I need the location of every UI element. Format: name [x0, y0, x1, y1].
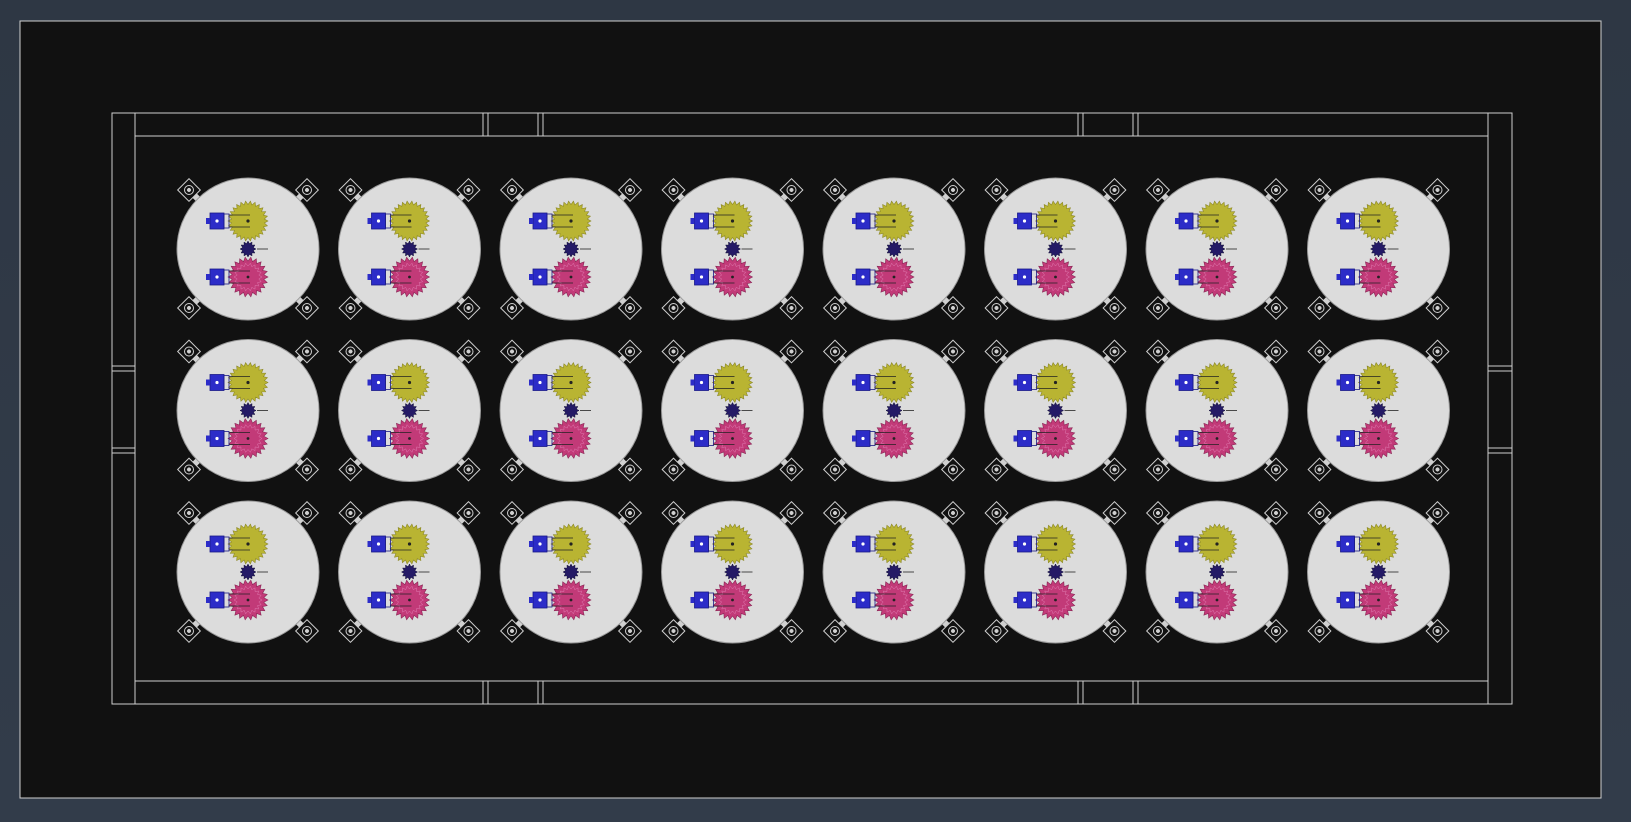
gear-hub	[247, 276, 250, 279]
gear-hub	[892, 542, 895, 545]
mechanism-unit[interactable]	[662, 501, 804, 643]
gear-hub	[408, 542, 411, 545]
gear-hub	[731, 276, 734, 279]
gear-hub	[570, 276, 573, 279]
mechanism-unit[interactable]	[339, 340, 481, 482]
mechanism-unit[interactable]	[177, 501, 319, 643]
gear-hub	[1054, 381, 1057, 384]
gear-hub	[893, 276, 896, 279]
gear-hub	[1377, 542, 1380, 545]
gear-hub	[1054, 437, 1057, 440]
gear-hub	[892, 381, 895, 384]
mechanism-unit[interactable]	[177, 178, 319, 320]
gear-hub	[731, 542, 734, 545]
gear-hub	[1054, 219, 1057, 222]
gear-hub	[408, 381, 411, 384]
gear-hub	[246, 542, 249, 545]
gear-hub	[1054, 599, 1057, 602]
gear-hub	[893, 437, 896, 440]
gear-hub	[570, 437, 573, 440]
gear-hub	[731, 599, 734, 602]
gear-hub	[408, 437, 411, 440]
mechanism-unit[interactable]	[1308, 501, 1450, 643]
gear-hub	[1377, 276, 1380, 279]
gear-hub	[1377, 599, 1380, 602]
gear-hub	[408, 599, 411, 602]
mechanism-unit[interactable]	[985, 178, 1127, 320]
gear-hub	[569, 219, 572, 222]
mechanism-unit[interactable]	[500, 501, 642, 643]
mechanism-unit[interactable]	[339, 178, 481, 320]
gear-hub	[246, 381, 249, 384]
gear-hub	[408, 219, 411, 222]
mechanism-unit[interactable]	[662, 340, 804, 482]
mechanism-unit[interactable]	[1308, 340, 1450, 482]
mechanism-unit[interactable]	[177, 340, 319, 482]
gear-hub	[1216, 599, 1219, 602]
gear-hub	[1215, 219, 1218, 222]
gear-hub	[731, 219, 734, 222]
gear-hub	[408, 276, 411, 279]
gear-hub	[569, 542, 572, 545]
gear-hub	[1215, 542, 1218, 545]
mechanism-unit[interactable]	[985, 501, 1127, 643]
gear-hub	[246, 219, 249, 222]
mechanism-unit[interactable]	[823, 178, 965, 320]
gear-hub	[1377, 437, 1380, 440]
mechanism-unit[interactable]	[1308, 178, 1450, 320]
mechanism-unit[interactable]	[1146, 501, 1288, 643]
mechanism-unit[interactable]	[1146, 340, 1288, 482]
gear-hub	[1215, 381, 1218, 384]
gear-hub	[247, 437, 250, 440]
gear-hub	[892, 219, 895, 222]
gear-hub	[569, 381, 572, 384]
gear-hub	[1054, 276, 1057, 279]
mechanism-unit[interactable]	[823, 340, 965, 482]
gear-hub	[731, 381, 734, 384]
mechanism-unit[interactable]	[1146, 178, 1288, 320]
mechanism-unit[interactable]	[500, 178, 642, 320]
mechanism-unit[interactable]	[339, 501, 481, 643]
mechanism-unit[interactable]	[662, 178, 804, 320]
gear-hub	[1377, 219, 1380, 222]
gear-hub	[247, 599, 250, 602]
gear-hub	[893, 599, 896, 602]
gear-hub	[570, 599, 573, 602]
gear-hub	[1054, 542, 1057, 545]
mechanism-unit[interactable]	[500, 340, 642, 482]
gear-hub	[1216, 276, 1219, 279]
mechanism-unit[interactable]	[823, 501, 965, 643]
gear-hub	[1216, 437, 1219, 440]
gear-hub	[731, 437, 734, 440]
mechanism-unit[interactable]	[985, 340, 1127, 482]
gear-hub	[1377, 381, 1380, 384]
